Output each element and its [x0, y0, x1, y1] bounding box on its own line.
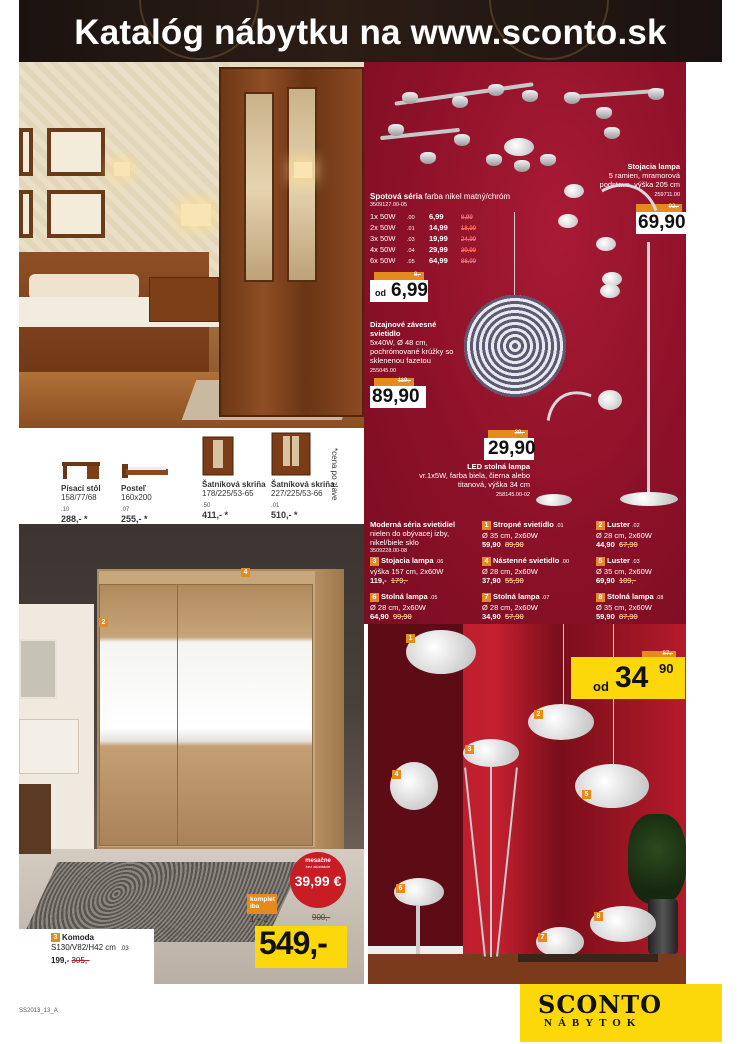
- light-item[interactable]: [482, 592, 592, 621]
- spot-old-tag: 8,-: [374, 272, 424, 280]
- light-code: .01: [555, 523, 564, 529]
- light-name: Stolná lampa: [493, 592, 540, 601]
- spot-code: .04: [407, 248, 415, 254]
- light-name: Stolná lampa: [381, 592, 428, 601]
- light-price: 59,90: [596, 612, 615, 621]
- light-item[interactable]: [482, 556, 592, 585]
- spot-power: 1x 50W: [370, 212, 396, 221]
- spot-price: 29,99: [429, 245, 448, 254]
- table-lamp: [181, 204, 211, 226]
- item-number-tag: 5: [582, 790, 591, 799]
- item-number-tag: 3: [465, 745, 474, 754]
- lamp-head: [596, 237, 616, 251]
- monthly-label: mesačne: [305, 858, 331, 864]
- led-lamp-code: 258145.00-02: [496, 492, 530, 498]
- bench: [19, 784, 51, 854]
- item-number-tag: 2: [99, 618, 108, 627]
- spot-power: 4x 50W: [370, 245, 396, 254]
- spot-code: .00: [407, 215, 415, 221]
- table-lamp-stand: [416, 906, 420, 954]
- lamp-pole: [647, 242, 650, 502]
- spot-code: .03: [407, 237, 415, 243]
- spot-old-price: 18,99: [461, 226, 477, 232]
- komoda-caption[interactable]: [19, 929, 154, 984]
- plant: [628, 814, 686, 904]
- modern-series-code: 3509228.00-08: [370, 548, 408, 554]
- spot-row[interactable]: [370, 223, 476, 234]
- spot-from-price: 6,99: [391, 280, 428, 301]
- wardrobe-icon: [271, 432, 311, 476]
- discount-note: *cena po zlave: [330, 448, 339, 501]
- set-price[interactable]: 549,-: [259, 925, 327, 961]
- light-name: Stojacia lampa: [381, 556, 434, 565]
- room-old-price: 57,-: [642, 651, 676, 659]
- logo-text: SCONTO: [538, 990, 663, 1019]
- light-item[interactable]: [596, 592, 686, 621]
- pendant-info: [370, 320, 466, 376]
- item-number-tag: 8: [594, 912, 603, 921]
- floor-lamp-title: Stojacia lampa: [627, 162, 680, 171]
- spot-power: 3x 50W: [370, 234, 396, 243]
- light-spec: Ø 35 cm, 2x60W: [596, 603, 652, 612]
- product-name: Šatníková skriňa: [202, 480, 266, 489]
- room-price-cents: 90: [659, 661, 674, 676]
- light-item[interactable]: [370, 592, 480, 621]
- spotlight-icon: [648, 88, 664, 100]
- product-code: .07: [121, 507, 130, 513]
- modern-series-info: [370, 520, 480, 556]
- light-spec: Ø 28 cm, 2x60W: [482, 603, 538, 612]
- item-number-tag: 7: [538, 933, 547, 942]
- light-code: .08: [655, 595, 664, 601]
- wardrobe-mirror: [287, 87, 317, 282]
- monthly-price-badge: [290, 852, 346, 908]
- product-name: Posteľ: [121, 484, 146, 493]
- light-old-price: 99,90: [392, 612, 412, 621]
- lamp-head: [558, 214, 578, 228]
- item-number-tag: 7: [482, 593, 491, 602]
- spotlight-icon: [564, 92, 580, 104]
- wall-lamp: [114, 162, 130, 176]
- spot-power: 6x 50W: [370, 256, 396, 265]
- dresser: [19, 719, 79, 774]
- nightstand: [149, 277, 219, 322]
- spotlight-icon: [486, 154, 502, 166]
- light-old-price: 179,-: [390, 576, 408, 585]
- pendant-old-price: 119,-: [374, 378, 414, 386]
- desk-icon: [61, 460, 101, 480]
- komplet-badge: komplet iba: [247, 894, 277, 914]
- light-item[interactable]: [596, 520, 686, 549]
- wardrobe-door: [177, 584, 313, 846]
- bedroom-product-strip: [19, 428, 364, 524]
- side-table: [518, 954, 658, 962]
- lamp-head: [564, 184, 584, 198]
- light-price: 44,90: [596, 540, 615, 549]
- spotlight-icon: [488, 84, 504, 96]
- banner-title[interactable]: Katalóg nábytku na www.sconto.sk: [74, 13, 667, 52]
- light-old-price: 109,-: [618, 576, 637, 585]
- floor-lamp-price[interactable]: 69,90: [638, 212, 686, 233]
- light-price: 64,90: [370, 612, 389, 621]
- spot-price: 64,99: [429, 256, 448, 265]
- item-number-tag: 4: [392, 770, 401, 779]
- light-price: 119,-: [370, 576, 387, 585]
- product-name: Šatníková skriňa: [271, 480, 335, 489]
- set-old-price: 900,-: [312, 913, 331, 922]
- spot-code: .01: [407, 226, 415, 232]
- product-dims: 160x200: [121, 493, 152, 502]
- light-old-price: 67,90: [618, 540, 638, 549]
- wardrobe-side: [315, 569, 344, 849]
- light-spec: Ø 35 cm, 2x60W: [596, 567, 652, 576]
- light-spec: Ø 28 cm, 2x60W: [370, 603, 426, 612]
- spotlight-icon: [420, 152, 436, 164]
- pendant-cord: [563, 624, 564, 704]
- pendant-price[interactable]: 89,90: [370, 386, 426, 408]
- spotlight-icon: [402, 92, 418, 104]
- monthly-price: 39,99 €: [294, 873, 342, 889]
- product-code: .01: [271, 503, 280, 509]
- tripod-leg: [490, 767, 492, 957]
- product-wardrobe-small[interactable]: [202, 436, 266, 520]
- floor-lamp-old-price: 92,-: [636, 204, 682, 212]
- marble-base: [620, 492, 678, 506]
- product-bed[interactable]: [121, 460, 171, 524]
- spotlight-icon: [388, 124, 404, 136]
- spot-price: 6,99: [429, 212, 444, 221]
- pendant-desc: 5x40W, Ø 48 cm, pochrómované krúžky so sklenenou fazetou: [370, 338, 454, 365]
- light-spec: Ø 28 cm, 2x60W: [596, 531, 652, 540]
- spot-series-code: 3509127.00-05: [370, 202, 408, 208]
- product-price: 288,- *: [61, 514, 88, 524]
- led-lamp-desc: vr.1x5W, farba biela, čierna alebo titanová, výška 34 cm: [419, 471, 530, 489]
- spot-row[interactable]: [370, 256, 476, 267]
- item-number-tag: 8: [596, 593, 605, 602]
- item-number-tag: 3: [370, 557, 379, 566]
- spot-row[interactable]: [370, 212, 473, 223]
- spot-old-price: 86,99: [461, 259, 477, 265]
- light-spec: Ø 35 cm, 2x60W: [482, 531, 538, 540]
- pendant-title: Dizajnové závesné svietidlo: [370, 320, 437, 338]
- led-lamp-old-price: 39,-: [488, 430, 528, 438]
- pendant-ball: [464, 295, 566, 397]
- spot-row[interactable]: [370, 245, 476, 256]
- product-price: 199,-: [51, 956, 70, 965]
- spot-row[interactable]: [370, 234, 476, 245]
- light-price: 59,90: [482, 540, 501, 549]
- product-dims: 158/77/68: [61, 493, 97, 502]
- product-dims: S130/V82/H42 cm: [51, 943, 116, 952]
- floor-lamp-desc: 5 ramien, mramorová podstava, výška 205 cm: [599, 171, 680, 189]
- light-name: Stolná lampa: [607, 592, 654, 601]
- product-price: 510,- *: [271, 510, 298, 520]
- bed-icon: [121, 460, 171, 480]
- wall-lamp: [294, 162, 312, 178]
- light-name: Nástenné svietidlo: [493, 556, 560, 565]
- spotlight-icon: [604, 127, 620, 139]
- product-wardrobe-large[interactable]: [271, 432, 335, 520]
- tripod-leg: [496, 767, 518, 956]
- product-code: .10: [61, 507, 70, 513]
- spotlight-base: [504, 138, 534, 156]
- header-banner: [19, 0, 722, 62]
- light-name: Luster: [607, 520, 630, 529]
- item-number-tag: 4: [241, 568, 250, 577]
- spot-from-box[interactable]: [370, 280, 428, 302]
- light-price: 34,90: [482, 612, 501, 621]
- product-dims: 178/225/53-65: [202, 489, 254, 498]
- wardrobe-icon: [202, 436, 234, 476]
- light-name: Stropné svietidlo: [493, 520, 554, 529]
- light-price: 69,90: [596, 576, 615, 585]
- product-price: 255,- *: [121, 514, 148, 524]
- spotlight-icon: [514, 160, 530, 172]
- light-spec: Ø 28 cm, 2x60W: [482, 567, 538, 576]
- room-price-box[interactable]: [571, 657, 685, 699]
- spot-series-heading: [370, 192, 510, 201]
- bedroom-photo: [19, 62, 364, 428]
- item-number-tag: 2: [596, 521, 605, 530]
- led-lamp-info: [394, 462, 530, 500]
- led-lamp-price[interactable]: 29,90: [484, 438, 534, 460]
- spotlight-icon: [596, 107, 612, 119]
- spot-old-price: 24,99: [461, 237, 477, 243]
- light-code: .00: [561, 559, 570, 565]
- wall-picture: [19, 190, 33, 238]
- light-code: .03: [632, 559, 640, 565]
- set-combo: 1 + 2: [250, 915, 269, 924]
- light-old-price: 89,90: [504, 540, 524, 549]
- item-number-tag: 1: [406, 634, 415, 643]
- product-dims: 227/225/53-66: [271, 489, 323, 498]
- led-lamp-title: LED stolná lampa: [467, 462, 530, 471]
- item-number-tag: 1: [482, 521, 491, 530]
- product-desk[interactable]: [61, 460, 101, 524]
- light-old-price: 55,90: [504, 576, 524, 585]
- pendant-code: 255045.00: [370, 368, 396, 374]
- light-old-price: 87,90: [618, 612, 638, 621]
- product-code: .50: [202, 503, 211, 509]
- spot-code: .05: [407, 259, 415, 265]
- floor-lamp-code: 259711.00: [654, 192, 680, 198]
- lamp-head: [600, 284, 620, 298]
- spot-price: 14,99: [429, 223, 448, 232]
- light-name: Luster: [607, 556, 630, 565]
- light-price: 37,90: [482, 576, 501, 585]
- light-item[interactable]: [370, 556, 480, 585]
- modern-series-title: Moderná séria svietidiel: [370, 520, 456, 529]
- light-item[interactable]: [482, 520, 592, 549]
- product-price: 411,- *: [202, 510, 229, 520]
- page-code: SS2013_13_A: [19, 1008, 58, 1014]
- product-old-price: 305,-: [71, 956, 90, 965]
- wardrobe-mirror: [244, 92, 274, 282]
- light-item[interactable]: [596, 556, 686, 585]
- spotlight-icon: [522, 90, 538, 102]
- wall-picture: [47, 190, 105, 238]
- wall-picture: [19, 639, 57, 699]
- light-old-price: 57,90: [504, 612, 524, 621]
- product-name: Komoda: [62, 933, 94, 942]
- from-label: od: [375, 288, 386, 298]
- wall-picture: [47, 128, 105, 176]
- spot-old-price: 39,99: [461, 248, 477, 254]
- spot-power: 2x 50W: [370, 223, 396, 232]
- modern-series-list: [364, 514, 686, 624]
- item-number-tag: 3: [51, 933, 60, 942]
- spotlight-icon: [540, 154, 556, 166]
- spotlight-icon: [452, 96, 468, 108]
- spot-series-title: Spotová séria: [370, 192, 423, 201]
- product-name: Písací stôl: [61, 484, 101, 493]
- monthly-sublabel: bez akontácie: [305, 864, 331, 869]
- sconto-logo[interactable]: [520, 984, 722, 1042]
- room-price: 34: [615, 661, 649, 694]
- light-spec: výška 157 cm, 2x60W: [370, 567, 444, 576]
- product-code: .03: [120, 946, 129, 952]
- light-code: .07: [541, 595, 550, 601]
- wall-picture: [19, 128, 33, 176]
- spot-series-subtitle: farba nikel matný/chróm: [424, 192, 511, 201]
- item-number-tag: 6: [370, 593, 379, 602]
- pendant-cord: [514, 212, 515, 297]
- modern-series-desc: nielen do obývacej izby, nikel/biele sklo: [370, 529, 450, 547]
- light-code: .06: [435, 559, 444, 565]
- led-lamp-base: [536, 494, 572, 506]
- led-lamp-head: [598, 390, 622, 410]
- from-label: od: [593, 679, 609, 694]
- item-number-tag: 5: [596, 557, 605, 566]
- spotlight-icon: [454, 134, 470, 146]
- item-number-tag: 2: [534, 710, 543, 719]
- spot-price: 19,99: [429, 234, 448, 243]
- logo-subtext: NÁBYTOK: [544, 1017, 642, 1029]
- item-number-tag: 6: [396, 884, 405, 893]
- spot-old-price: 8,99: [461, 215, 473, 221]
- light-code: .02: [632, 523, 640, 529]
- tripod-leg: [464, 767, 486, 956]
- item-number-tag: 4: [482, 557, 491, 566]
- light-code: .05: [429, 595, 438, 601]
